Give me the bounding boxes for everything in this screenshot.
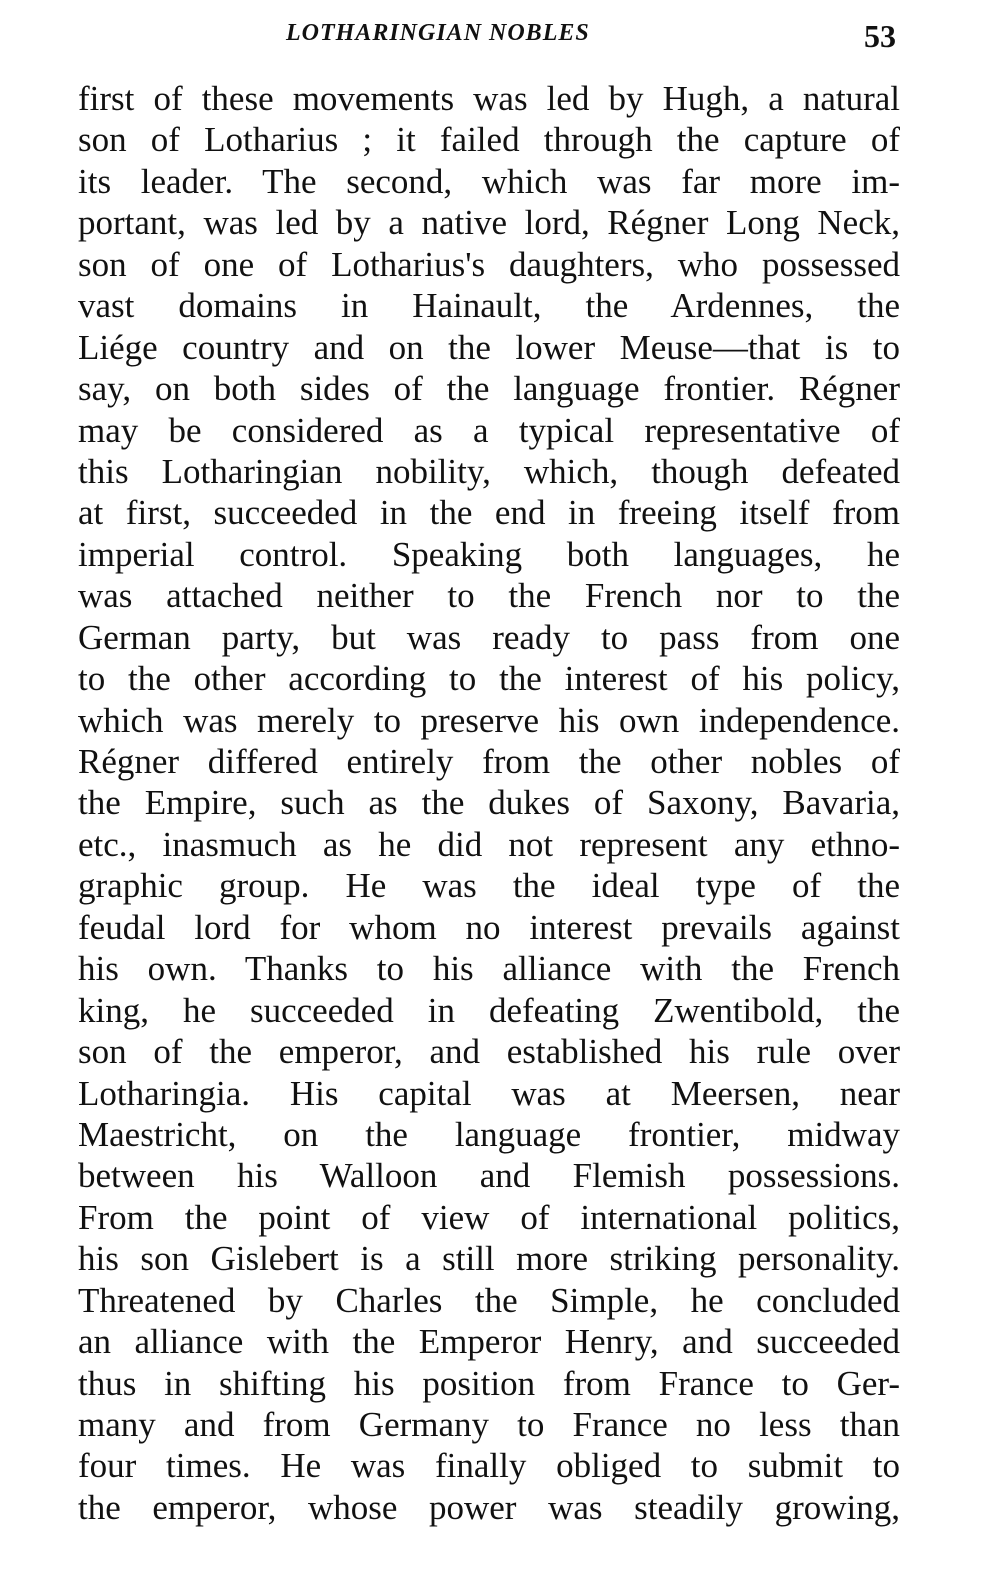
text-line: between his Walloon and Flemish possessions.: [78, 1156, 900, 1196]
text-line: graphic group. He was the ideal type of the: [78, 866, 900, 906]
text-line: Liége country and on the lower Meuse—that is to: [78, 327, 900, 367]
text-line: may be considered as a typical representative of: [78, 410, 900, 450]
text-line: son of the emperor, and established his rule over: [78, 1032, 900, 1072]
text-line: son of one of Lotharius's daughters, who possessed: [78, 244, 900, 284]
text-line: his own. Thanks to his alliance with the French: [78, 949, 900, 989]
text-line: its leader. The second, which was far more im-: [78, 161, 900, 201]
page-number: 53: [864, 18, 896, 54]
text-line: four times. He was finally obliged to submit to: [78, 1446, 900, 1486]
text-line: which was merely to preserve his own independence.: [78, 700, 900, 740]
text-line: say, on both sides of the language frontier. Régner: [78, 369, 900, 409]
text-line: vast domains in Hainault, the Ardennes, the: [78, 286, 900, 326]
text-line: thus in shifting his position from France to Ger-: [78, 1363, 900, 1403]
text-line: his son Gislebert is a still more striking personality.: [78, 1239, 900, 1279]
text-line: feudal lord for whom no interest prevails against: [78, 907, 900, 947]
text-line: many and from Germany to France no less than: [78, 1405, 900, 1444]
text-line: Lotharingia. His capital was at Meersen, near: [78, 1073, 900, 1113]
text-line: king, he succeeded in defeating Zwentibold, the: [78, 990, 900, 1030]
text-line: etc., inasmuch as he did not represent any ethno-: [78, 824, 900, 864]
running-title: LOTHARINGIAN NOBLES: [286, 20, 590, 46]
text-line: portant, was led by a native lord, Régner Long Neck,: [78, 203, 900, 243]
body-text: [78, 78, 900, 1528]
text-line: From the point of view of international politics,: [78, 1197, 900, 1237]
text-line: Maestricht, on the language frontier, midway: [78, 1114, 900, 1154]
text-line: Régner differed entirely from the other nobles of: [78, 742, 900, 781]
text-line: to the other according to the interest of his policy,: [78, 659, 900, 699]
text-line: was attached neither to the French nor to the: [78, 576, 900, 616]
text-line: Threatened by Charles the Simple, he concluded: [78, 1280, 900, 1320]
running-head: [78, 14, 900, 54]
text-line: first of these movements was led by Hugh, a natural: [78, 79, 900, 118]
text-line: the emperor, whose power was steadily growing,: [78, 1487, 900, 1527]
text-line: German party, but was ready to pass from one: [78, 617, 900, 657]
text-line: son of Lotharius ; it failed through the capture of: [78, 120, 900, 160]
text-line: the Empire, such as the dukes of Saxony, Bavaria,: [78, 783, 900, 823]
text-line: this Lotharingian nobility, which, though defeated: [78, 451, 900, 491]
text-line: imperial control. Speaking both languages, he: [78, 534, 900, 574]
text-line: an alliance with the Emperor Henry, and succeeded: [78, 1322, 900, 1362]
text-line: at first, succeeded in the end in freeing itself from: [78, 493, 900, 533]
